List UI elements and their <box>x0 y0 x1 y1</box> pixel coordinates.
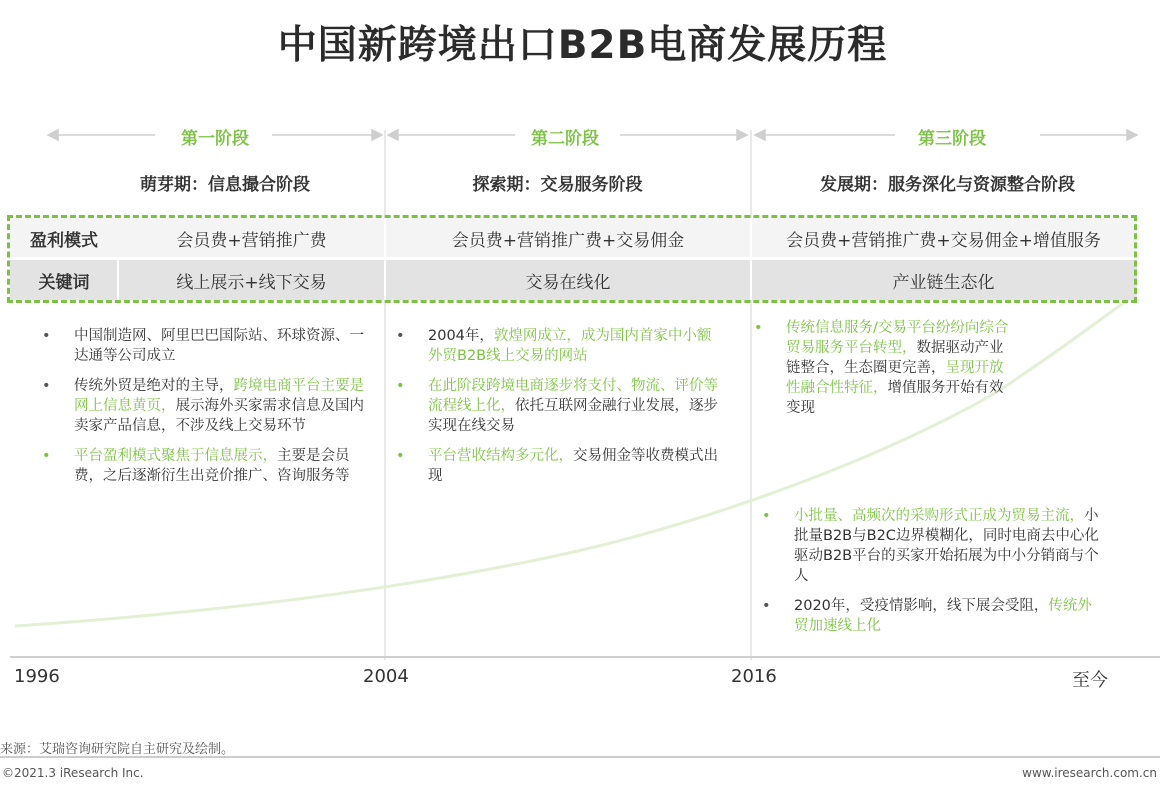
bullet-text: 中国制造网、阿里巴巴国际站、环球资源、一达通等公司成立 <box>74 328 364 364</box>
source-note: 来源：艾瑞咨询研究院自主研究及绘制。 <box>0 742 235 757</box>
bullet-highlight: 跨境电商平台主要是网上信息黄页， <box>74 378 364 414</box>
bullet-highlight: 在此阶段跨境电商逐步将支付、物流、评价等流程线上化， <box>428 378 718 414</box>
bullet-highlight: 平台营收结构多元化， <box>428 448 573 464</box>
bullet-marker: • <box>42 328 51 344</box>
cell-keyword-stage-2: 交易在线化 <box>525 272 611 293</box>
stage-2-period: 探索期：交易服务阶段 <box>472 175 643 195</box>
bullet-marker: • <box>396 378 405 394</box>
bullet-text: 交易佣金等收费模式出现 <box>428 448 718 484</box>
bullet-text: 主要是会员费，之后逐渐衍生出竞价推广、咨询服务等 <box>74 448 350 484</box>
bullet-marker: • <box>754 320 763 336</box>
bullet-text: 依托互联网金融行业发展，逐步实现在线交易 <box>428 398 718 434</box>
year-2016: 2016 <box>731 666 777 687</box>
bullet-highlight: 传统信息服务/交易平台纷纷向综合贸易服务平台转型， <box>786 320 1009 356</box>
row-head-keywords: 关键词 <box>38 272 90 293</box>
stage-3-period: 发展期：服务深化与资源整合阶段 <box>820 175 1075 195</box>
bullet-highlight: 呈现开放性融合性特征， <box>786 360 1004 396</box>
bullet-text: 2020年，受疫情影响，线下展会受阻， <box>794 598 1049 614</box>
bullet-marker: • <box>396 328 405 344</box>
copyright: ©2021.3 iResearch Inc. <box>2 766 144 780</box>
cell-profit-stage-2: 会员费+营销推广费+交易佣金 <box>451 230 685 251</box>
bullet-text: 展示海外买家需求信息及国内卖家产品信息，不涉及线上交易环节 <box>74 398 364 434</box>
stage-1-label: 第一阶段 <box>181 129 249 149</box>
bullet-highlight: 小批量、高频次的采购形式正成为贸易主流， <box>794 508 1084 524</box>
bullet-text: 小批量B2B与B2C边界模糊化，同时电商去中心化驱动B2B平台的买家开始拓展为中小分销商与个人 <box>794 508 1099 584</box>
year-1996: 1996 <box>14 666 60 687</box>
bullet-highlight: 传统外贸加速线上化 <box>794 598 1092 634</box>
bullet-highlight: 敦煌网成立，成为国内首家中小额外贸B2B线上交易的网站 <box>428 328 712 364</box>
year-2004: 2004 <box>363 666 409 687</box>
bullet-marker: • <box>42 448 51 464</box>
website-url: www.iresearch.com.cn <box>1022 766 1157 780</box>
bullet-marker: • <box>396 448 405 464</box>
year-now: 至今 <box>1072 670 1108 691</box>
bullet-marker: • <box>762 598 771 614</box>
row-head-profit-model: 盈利模式 <box>30 230 98 251</box>
cell-keyword-stage-1: 线上展示+线下交易 <box>176 272 327 293</box>
bullet-text: 增值服务开始有效变现 <box>786 380 1004 416</box>
stage-2-label: 第二阶段 <box>531 129 599 149</box>
stage-1-period: 萌芽期：信息撮合阶段 <box>140 175 310 195</box>
cell-profit-stage-3: 会员费+营销推广费+交易佣金+增值服务 <box>786 230 1101 251</box>
bullet-highlight: 平台盈利模式聚焦于信息展示， <box>74 448 277 464</box>
stage-3-label: 第三阶段 <box>918 129 986 149</box>
bullet-text: 数据驱动产业链整合，生态圈更完善， <box>786 340 1004 376</box>
page-title: 中国新跨境出口B2B电商发展历程 <box>277 23 888 68</box>
cell-profit-stage-1: 会员费+营销推广费 <box>176 230 327 251</box>
cell-keyword-stage-3: 产业链生态化 <box>892 272 995 293</box>
bullet-marker: • <box>762 508 771 524</box>
bullet-text: 2004年， <box>428 328 494 344</box>
bullet-text: 传统外贸是绝对的主导， <box>74 378 234 394</box>
bullet-marker: • <box>42 378 51 394</box>
